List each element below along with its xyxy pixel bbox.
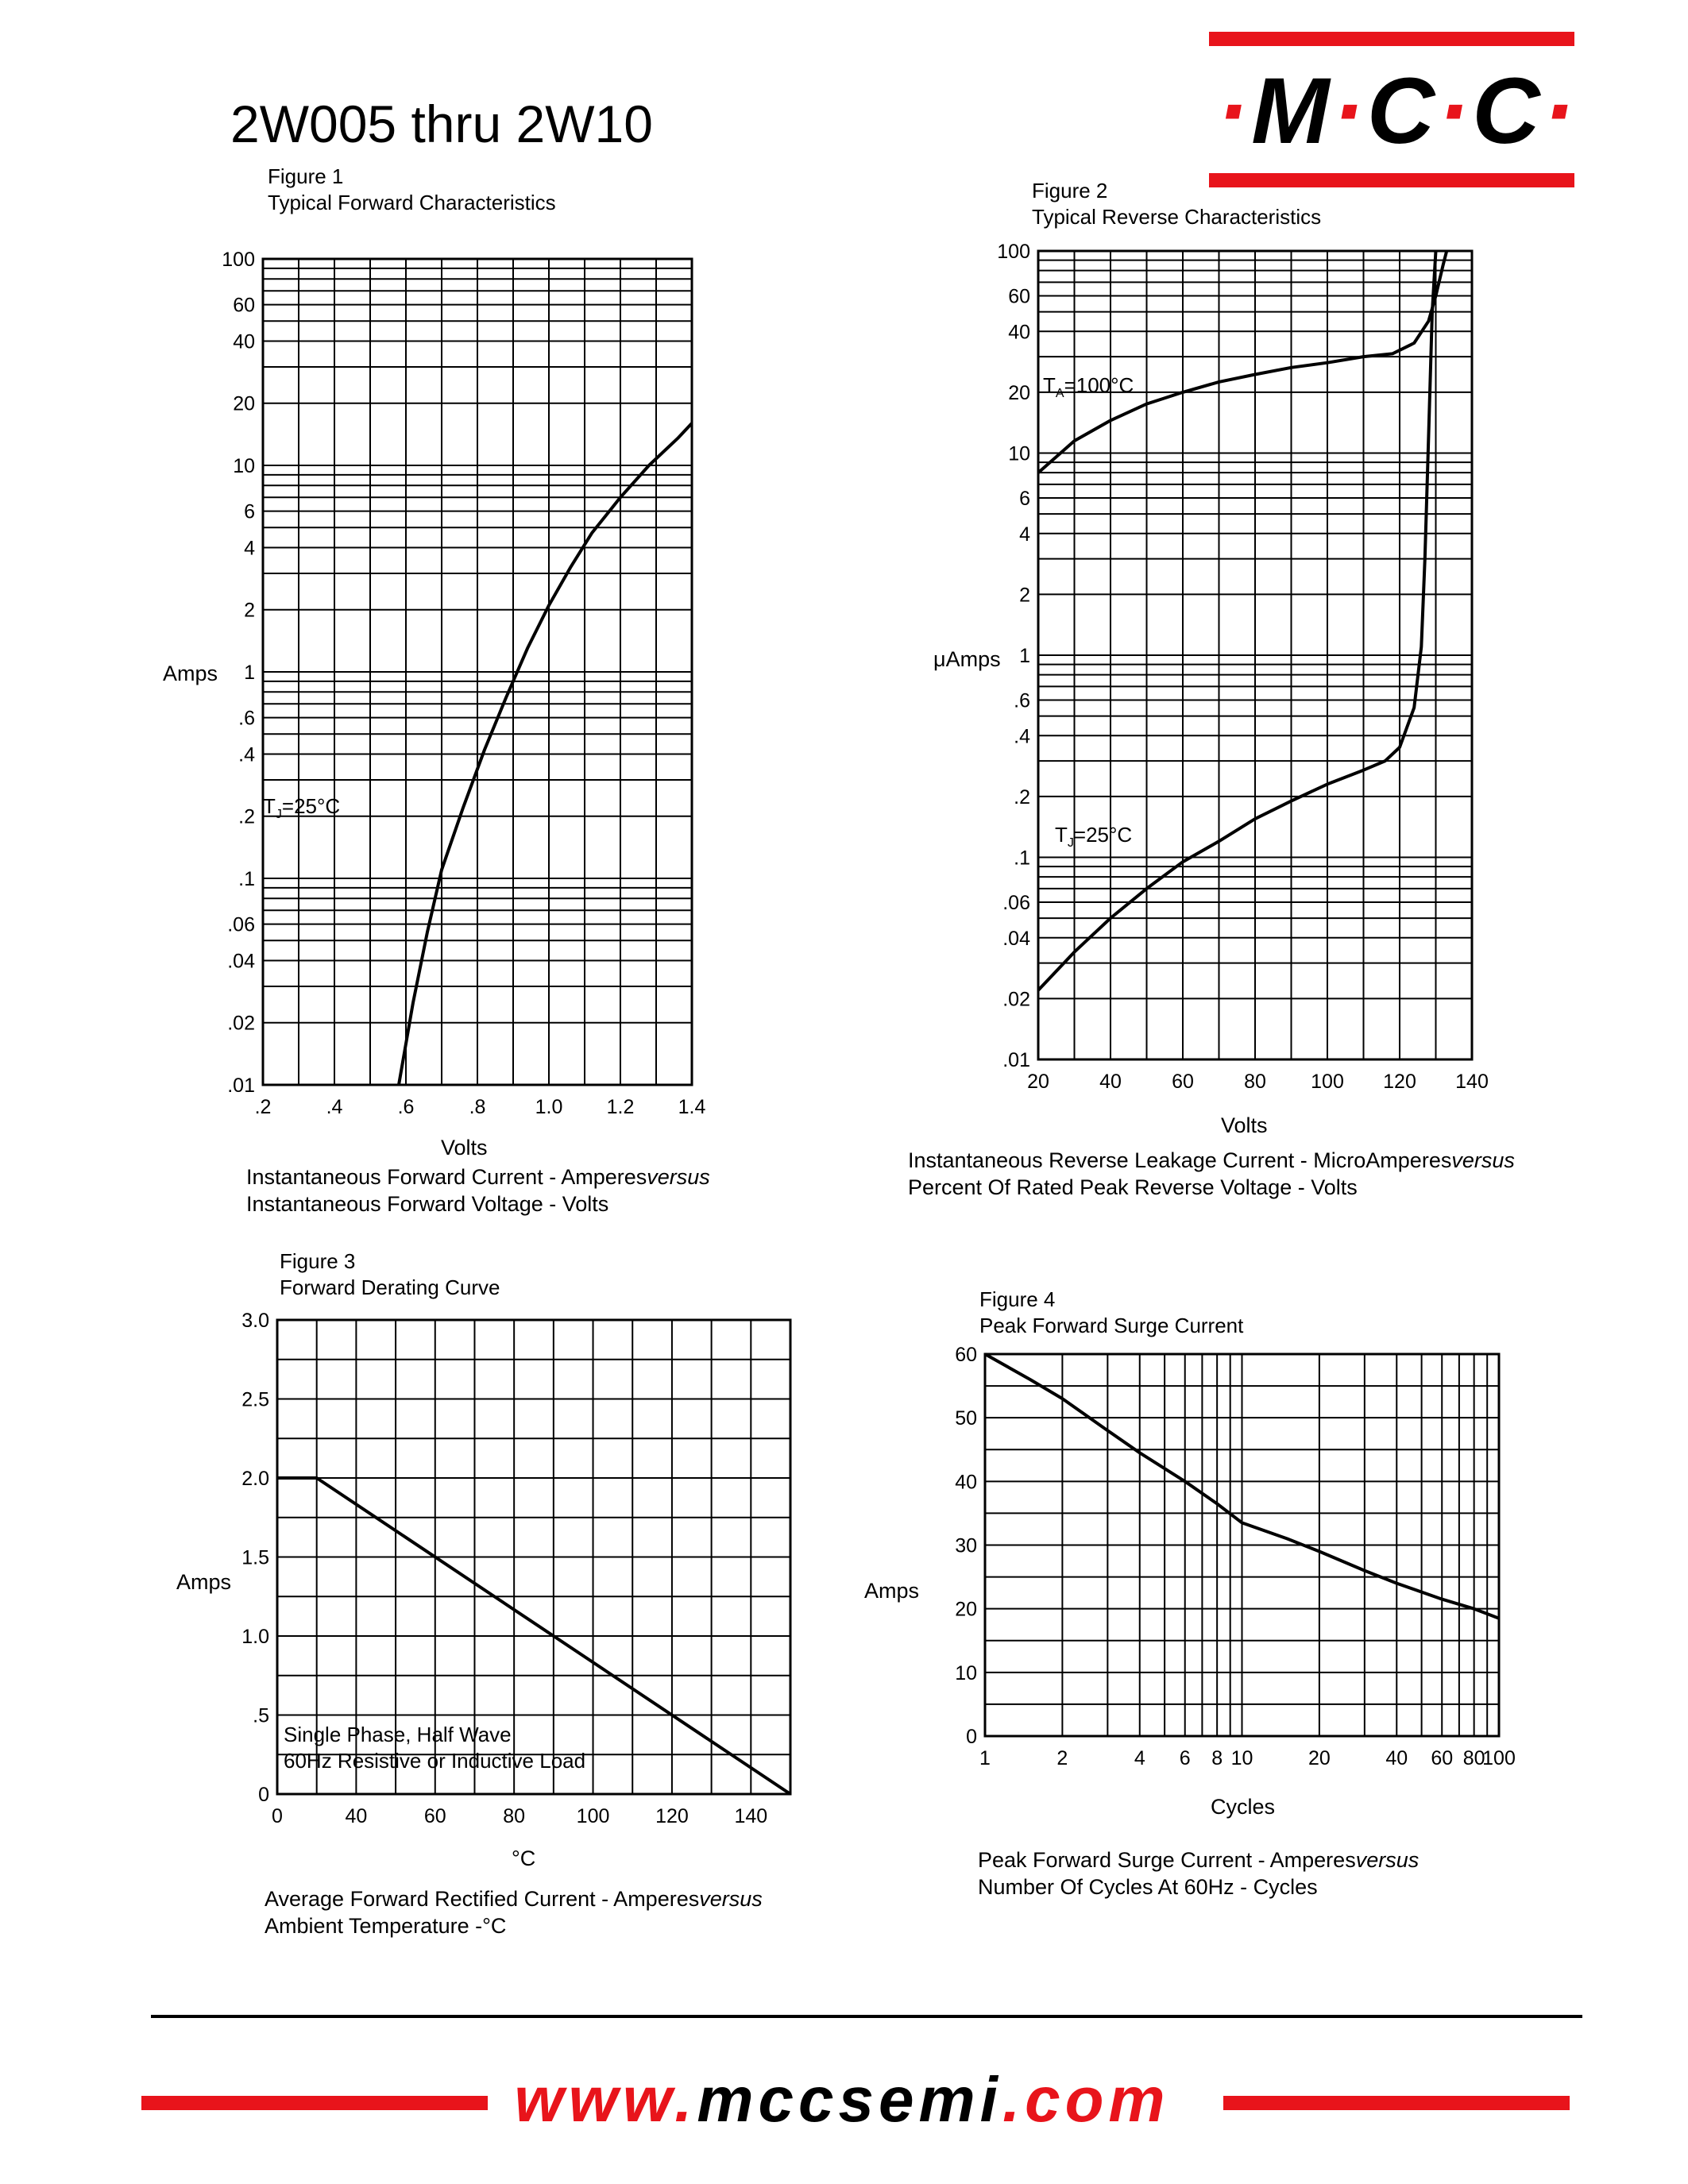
fig1-subtitle: Typical Forward Characteristics bbox=[268, 191, 556, 214]
fig3-ylabel: Amps bbox=[176, 1570, 232, 1594]
fig1-desc-line2: Instantaneous Forward Voltage - Volts bbox=[246, 1192, 609, 1216]
fig2-y-tick-label: .2 bbox=[1014, 785, 1030, 808]
fig3-y-tick-label: 0 bbox=[258, 1784, 269, 1806]
fig2-y-tick-label: .01 bbox=[1002, 1049, 1030, 1071]
fig2-x-tick-label: 140 bbox=[1455, 1071, 1489, 1093]
fig1-desc1-em: versus bbox=[647, 1165, 710, 1189]
fig2-annotation-tj bbox=[1055, 823, 1132, 851]
fig1-description bbox=[246, 1163, 710, 1217]
fig3-caption bbox=[280, 1248, 500, 1301]
page-title: 2W005 thru 2W10 bbox=[230, 95, 653, 153]
fig2-y-tick-label: .04 bbox=[1002, 927, 1030, 950]
fig3-y-tick-label: 1.0 bbox=[241, 1626, 269, 1648]
fig4-x-tick-label: 6 bbox=[1179, 1747, 1191, 1769]
fig1-xlabel: Volts bbox=[441, 1136, 488, 1160]
fig2-y-tick-label: 1 bbox=[1019, 645, 1030, 667]
fig2-desc-line1 bbox=[908, 1147, 1515, 1174]
fig1-x-tick-label: .2 bbox=[254, 1096, 272, 1118]
fig1-y-tick-label: .1 bbox=[238, 868, 255, 890]
fig2-y-tick-label: 2 bbox=[1019, 584, 1030, 607]
fig3-x-tick-label: 60 bbox=[423, 1805, 446, 1827]
fig3-label: Figure 3 bbox=[280, 1249, 356, 1273]
fig1-y-tick-label: 6 bbox=[244, 500, 255, 523]
fig1-y-tick-label: 2 bbox=[244, 599, 255, 622]
fig2-xlabel: Volts bbox=[1221, 1113, 1268, 1137]
logo-letter-c1: C bbox=[1366, 59, 1439, 164]
fig1-x-tick-label: .4 bbox=[326, 1096, 343, 1118]
fig4-caption bbox=[979, 1287, 1243, 1339]
fig2-y-tick-label: .02 bbox=[1002, 988, 1030, 1011]
fig2-series-line-1 bbox=[1038, 251, 1436, 990]
url-www: www. bbox=[514, 2064, 697, 2135]
fig2-ann-b-t: T bbox=[1055, 823, 1068, 847]
fig4-x-tick-label: 10 bbox=[1230, 1747, 1253, 1769]
logo-letter-c2: C bbox=[1472, 59, 1543, 164]
fig3-subtitle: Forward Derating Curve bbox=[280, 1275, 500, 1299]
fig2-series-line-0 bbox=[1038, 251, 1447, 473]
fig1-y-tick-label: 60 bbox=[233, 294, 255, 317]
fig1-x-tick-label: 1.4 bbox=[678, 1096, 706, 1118]
fig4-ylabel: Amps bbox=[864, 1579, 920, 1603]
fig1-annotation-t: T bbox=[263, 794, 276, 818]
fig1-x-tick-label: 1.2 bbox=[606, 1096, 635, 1118]
fig4-y-tick-label: 0 bbox=[966, 1726, 977, 1748]
fig2-label: Figure 2 bbox=[1032, 179, 1108, 203]
fig4-label: Figure 4 bbox=[979, 1287, 1056, 1311]
fig3-x-tick-label: 140 bbox=[734, 1805, 768, 1827]
logo-letter-m: M bbox=[1251, 59, 1333, 164]
fig3-x-tick-label: 80 bbox=[503, 1805, 526, 1827]
fig2-desc1-em: versus bbox=[1451, 1148, 1515, 1172]
fig4-x-tick-label: 100 bbox=[1482, 1747, 1516, 1769]
fig1-y-tick-label: 100 bbox=[222, 249, 255, 271]
fig1-y-tick-label: 1 bbox=[244, 662, 255, 684]
fig4-y-tick-label: 30 bbox=[955, 1534, 977, 1557]
fig4-x-tick-label: 2 bbox=[1056, 1747, 1068, 1769]
fig3-x-tick-label: 40 bbox=[345, 1805, 368, 1827]
fig1-y-tick-label: .01 bbox=[227, 1075, 255, 1097]
fig3-desc1-main: Average Forward Rectified Current - Amperes bbox=[265, 1887, 700, 1911]
fig4-x-tick-label: 1 bbox=[979, 1747, 991, 1769]
fig3-y-tick-label: 2.5 bbox=[241, 1388, 269, 1411]
fig1-x-tick-label: .6 bbox=[397, 1096, 415, 1118]
fig1-label: Figure 1 bbox=[268, 164, 344, 188]
fig2-x-tick-label: 100 bbox=[1311, 1071, 1344, 1093]
fig1-y-tick-label: 40 bbox=[233, 330, 255, 353]
fig3-x-tick-label: 0 bbox=[272, 1805, 283, 1827]
fig4-y-tick-label: 50 bbox=[955, 1407, 977, 1430]
fig3-y-tick-label: 1.5 bbox=[241, 1546, 269, 1569]
fig2-y-tick-label: 20 bbox=[1008, 381, 1030, 404]
fig4-x-tick-label: 8 bbox=[1211, 1747, 1223, 1769]
fig2-y-tick-label: .6 bbox=[1014, 689, 1030, 712]
fig2-ylabel bbox=[933, 647, 1001, 672]
fig2-y-tick-label: 6 bbox=[1019, 487, 1030, 510]
fig1-desc1-main: Instantaneous Forward Current - Amperes bbox=[246, 1165, 647, 1189]
logo-dot: · bbox=[1438, 59, 1473, 164]
fig4-x-tick-label: 4 bbox=[1134, 1747, 1145, 1769]
fig1-x-tick-label: .8 bbox=[469, 1096, 486, 1118]
fig2-caption bbox=[1032, 178, 1321, 230]
footer-bar-left bbox=[141, 2096, 488, 2110]
fig4-y-tick-label: 20 bbox=[955, 1598, 977, 1621]
fig2-y-tick-label: .1 bbox=[1014, 847, 1030, 870]
fig4-desc-line2: Number Of Cycles At 60Hz - Cycles bbox=[978, 1875, 1318, 1899]
fig2-ann-b-rest: =25°C bbox=[1073, 823, 1133, 847]
fig1-y-tick-label: .4 bbox=[238, 743, 255, 766]
fig3-xlabel: °C bbox=[512, 1846, 536, 1870]
fig4-desc1-em: versus bbox=[1355, 1848, 1420, 1872]
footer-url[interactable] bbox=[477, 2063, 1207, 2136]
fig2-ann-a-t: T bbox=[1043, 373, 1056, 397]
fig1-x-tick-label: 1.0 bbox=[535, 1096, 563, 1118]
fig4-description bbox=[978, 1846, 1419, 1900]
fig2-y-tick-label: 100 bbox=[997, 241, 1030, 263]
fig2-description bbox=[908, 1147, 1515, 1201]
fig4-subtitle: Peak Forward Surge Current bbox=[979, 1314, 1244, 1337]
fig4-x-tick-label: 40 bbox=[1385, 1747, 1408, 1769]
fig4-xlabel: Cycles bbox=[1211, 1795, 1276, 1819]
fig3-x-tick-label: 120 bbox=[655, 1805, 689, 1827]
fig2-y-tick-label: 60 bbox=[1008, 285, 1030, 308]
fig1-y-tick-label: .2 bbox=[238, 805, 255, 828]
fig2-ann-a-rest: =100°C bbox=[1064, 373, 1134, 397]
fig2-desc-line2: Percent Of Rated Peak Reverse Voltage - Volts bbox=[908, 1175, 1358, 1199]
fig4-y-tick-label: 40 bbox=[955, 1471, 977, 1494]
fig4-desc-line1 bbox=[978, 1846, 1419, 1873]
footer-bar-right bbox=[1223, 2096, 1570, 2110]
url-domain: mccsemi bbox=[697, 2064, 1002, 2135]
fig3-y-tick-label: 3.0 bbox=[241, 1310, 269, 1332]
fig1-y-tick-label: .6 bbox=[238, 707, 255, 730]
logo-dot: · bbox=[1543, 59, 1578, 164]
logo-dot: · bbox=[1217, 59, 1252, 164]
fig1-annotation bbox=[263, 794, 340, 822]
fig3-note-line2: 60Hz Resistive or Inductive Load bbox=[284, 1749, 586, 1773]
fig2-ylabel-mu: μ bbox=[933, 647, 946, 671]
fig2-ann-b-sub: J bbox=[1067, 836, 1074, 851]
fig4-x-tick-label: 20 bbox=[1308, 1747, 1331, 1769]
fig2-x-tick-label: 60 bbox=[1172, 1071, 1194, 1093]
fig3-note bbox=[284, 1722, 585, 1774]
fig4-x-tick-label: 60 bbox=[1431, 1747, 1454, 1769]
fig4-x-tick-label: 80 bbox=[1462, 1747, 1485, 1769]
fig2-ann-a-sub: A bbox=[1055, 387, 1064, 401]
fig1-y-tick-label: 4 bbox=[244, 537, 255, 560]
fig3-desc1-em: versus bbox=[699, 1887, 763, 1911]
fig3-y-tick-label: .5 bbox=[253, 1704, 269, 1727]
fig1-desc-line1 bbox=[246, 1163, 710, 1190]
fig3-note-line1: Single Phase, Half Wave bbox=[284, 1723, 512, 1746]
fig1-annotation-sub: J bbox=[275, 808, 282, 822]
fig2-y-tick-label: 4 bbox=[1019, 523, 1030, 546]
logo-dot: · bbox=[1332, 59, 1367, 164]
fig1-annotation-rest: =25°C bbox=[281, 794, 341, 818]
fig1-y-tick-label: .06 bbox=[227, 913, 255, 936]
fig3-y-tick-label: 2.0 bbox=[241, 1468, 269, 1490]
fig3-x-tick-label: 100 bbox=[576, 1805, 610, 1827]
fig1-y-tick-label: 20 bbox=[233, 392, 255, 415]
fig1-y-tick-label: .04 bbox=[227, 950, 255, 973]
fig2-annotation-ta bbox=[1043, 373, 1134, 401]
fig4-y-tick-label: 60 bbox=[955, 1344, 977, 1366]
fig4-y-tick-label: 10 bbox=[955, 1661, 977, 1684]
fig2-x-tick-label: 40 bbox=[1099, 1071, 1122, 1093]
fig4-desc1-main: Peak Forward Surge Current - Amperes bbox=[978, 1848, 1356, 1872]
fig2-desc1-main: Instantaneous Reverse Leakage Current - MicroAmperes bbox=[908, 1148, 1452, 1172]
fig2-y-tick-label: .4 bbox=[1014, 725, 1030, 748]
fig2-x-tick-label: 80 bbox=[1244, 1071, 1266, 1093]
fig2-y-tick-label: 10 bbox=[1008, 442, 1030, 465]
fig1-ylabel: Amps bbox=[163, 662, 218, 685]
fig2-x-tick-label: 120 bbox=[1383, 1071, 1416, 1093]
fig3-description bbox=[265, 1885, 763, 1939]
fig3-desc-line2: Ambient Temperature -°C bbox=[265, 1914, 507, 1938]
url-tld: .com bbox=[1002, 2064, 1170, 2135]
fig2-subtitle: Typical Reverse Characteristics bbox=[1032, 205, 1322, 229]
fig2-x-tick-label: 20 bbox=[1027, 1071, 1049, 1093]
fig1-y-tick-label: 10 bbox=[233, 455, 255, 477]
fig3-desc-line1 bbox=[265, 1885, 763, 1912]
fig1-y-tick-label: .02 bbox=[227, 1012, 255, 1035]
fig2-y-tick-label: .06 bbox=[1002, 891, 1030, 914]
fig2-ylabel-text: Amps bbox=[945, 647, 1001, 671]
footer-rule bbox=[151, 2015, 1582, 2018]
fig2-y-tick-label: 40 bbox=[1008, 321, 1030, 344]
